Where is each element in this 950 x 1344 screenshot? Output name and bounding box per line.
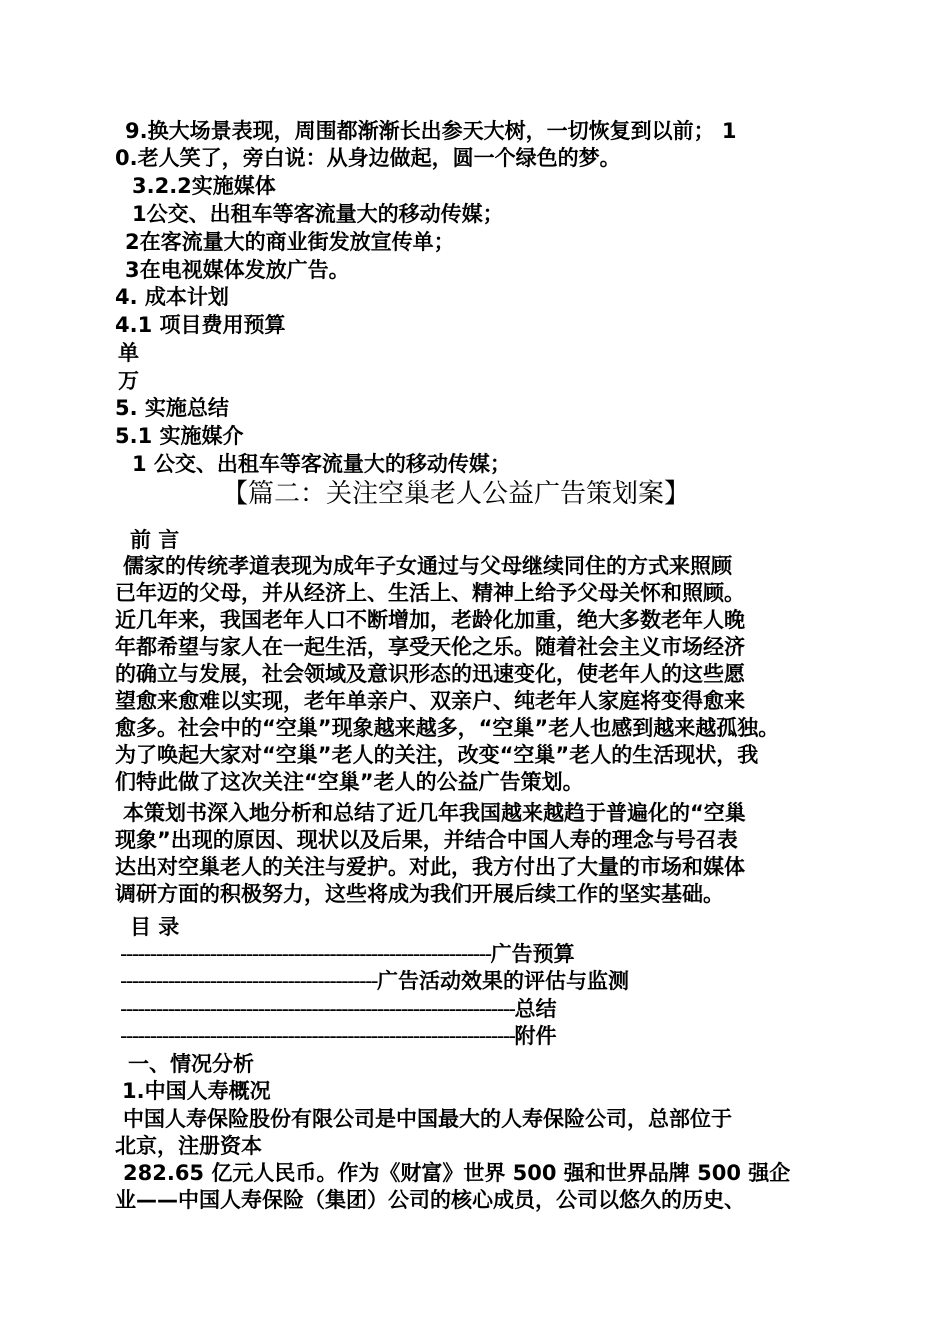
paragraph-line: 282.65 亿元人民币。作为《财富》世界 500 强和世界品牌 500 强企 — [123, 1161, 791, 1185]
toc-leader: -------------------------------------------------------------- — [120, 942, 491, 966]
toc-entry[interactable] — [120, 996, 557, 1022]
toc-heading: 目 录 — [130, 915, 180, 939]
paragraph-line: 近几年来，我国老年人口不断增加，老龄化加重，绝大多数老年人晚 — [115, 608, 745, 632]
paragraph-line: 的确立与发展，社会领域及意识形态的迅速变化，使老年人的这些愿 — [115, 662, 745, 686]
section-3-2-2-heading: 3.2.2实施媒体 — [132, 174, 276, 198]
paragraph-line: 北京，注册资本 — [115, 1134, 262, 1158]
paragraph-line: 们特此做了这次关注“空巢”老人的公益广告策划。 — [115, 770, 584, 794]
toc-entry[interactable] — [120, 941, 575, 967]
toc-label: 总结 — [514, 997, 557, 1021]
media-item-1: 1公交、出租车等客流量大的移动传媒； — [132, 202, 504, 226]
paragraph-line: 本策划书深入地分析和总结了近几年我国越来越趋于普遍化的“空巢 — [123, 801, 746, 825]
toc-entry[interactable] — [120, 968, 629, 994]
paragraph-line: 为了唤起大家对“空巢”老人的关注，改变“空巢”老人的生活现状，我 — [115, 743, 759, 767]
media-item-3: 3在电视媒体发放广告。 — [125, 258, 350, 282]
paragraph-line: 中国人寿保险股份有限公司是中国最大的人寿保险公司，总部位于 — [123, 1107, 732, 1131]
section-1-heading: 一、情况分析 — [128, 1052, 254, 1076]
paragraph-line: 儒家的传统孝道表现为成年子女通过与父母继续同住的方式来照顾 — [123, 554, 732, 578]
paragraph-line: 调研方面的积极努力，这些将成为我们开展后续工作的坚实基础。 — [115, 882, 724, 906]
media-list-item: 1 公交、出租车等客流量大的移动传媒； — [132, 452, 511, 476]
step-10-line: 0.老人笑了，旁白说：从身边做起，圆一个绿色的梦。 — [115, 146, 621, 170]
paragraph-line: 达出对空巢老人的关注与爱护。对此，我方付出了大量的市场和媒体 — [115, 855, 745, 879]
preface-heading: 前 言 — [130, 528, 180, 552]
toc-label: 广告活动效果的评估与监测 — [377, 969, 630, 993]
company-paragraph — [115, 1106, 835, 1214]
toc-leader: ------------------------------------------------------------------ — [120, 997, 515, 1021]
article-title: 【篇二：关注空巢老人公益广告策划案】 — [222, 479, 691, 509]
media-item-2: 2在客流量大的商业街发放宣传单； — [125, 230, 455, 254]
paragraph-line: 已年迈的父母，并从经济上、生活上、精神上给予父母关怀和照顾。 — [115, 581, 745, 605]
section-1-1-heading: 1.中国人寿概况 — [122, 1079, 271, 1103]
toc-label: 广告预算 — [490, 942, 575, 966]
paragraph-line: 现象”出现的原因、现状以及后果，并结合中国人寿的理念与号召表 — [115, 828, 738, 852]
toc-leader: ------------------------------------------------------------------ — [120, 1024, 515, 1048]
section-4-1-heading: 4.1 项目费用预算 — [115, 313, 286, 337]
unit-char-2: 万 — [118, 369, 139, 393]
section-4-heading: 4. 成本计划 — [115, 285, 229, 309]
toc-entry[interactable] — [120, 1023, 557, 1049]
unit-char-1: 单 — [118, 341, 139, 365]
preface-paragraph — [115, 553, 835, 796]
paragraph-line: 愈多。社会中的“空巢”现象越来越多，“空巢”老人也感到越来越孤独。 — [115, 716, 780, 740]
paragraph-line: 年都希望与家人在一起生活，享受天伦之乐。随着社会主义市场经济 — [115, 635, 745, 659]
section-5-1-heading: 5.1 实施媒介 — [115, 424, 244, 448]
summary-paragraph — [115, 800, 835, 908]
section-5-heading: 5. 实施总结 — [115, 396, 229, 420]
step-9-line: 9.换大场景表现，周围都渐渐长出参天大树，一切恢复到以前； 1 — [125, 119, 737, 143]
paragraph-line: 望愈来愈难以实现，老年单亲户、双亲户、纯老年人家庭将变得愈来 — [115, 689, 745, 713]
paragraph-line: 业——中国人寿保险（集团）公司的核心成员，公司以悠久的历史、 — [115, 1188, 745, 1212]
toc-leader: ------------------------------------------- — [120, 969, 378, 993]
toc-label: 附件 — [514, 1024, 557, 1048]
